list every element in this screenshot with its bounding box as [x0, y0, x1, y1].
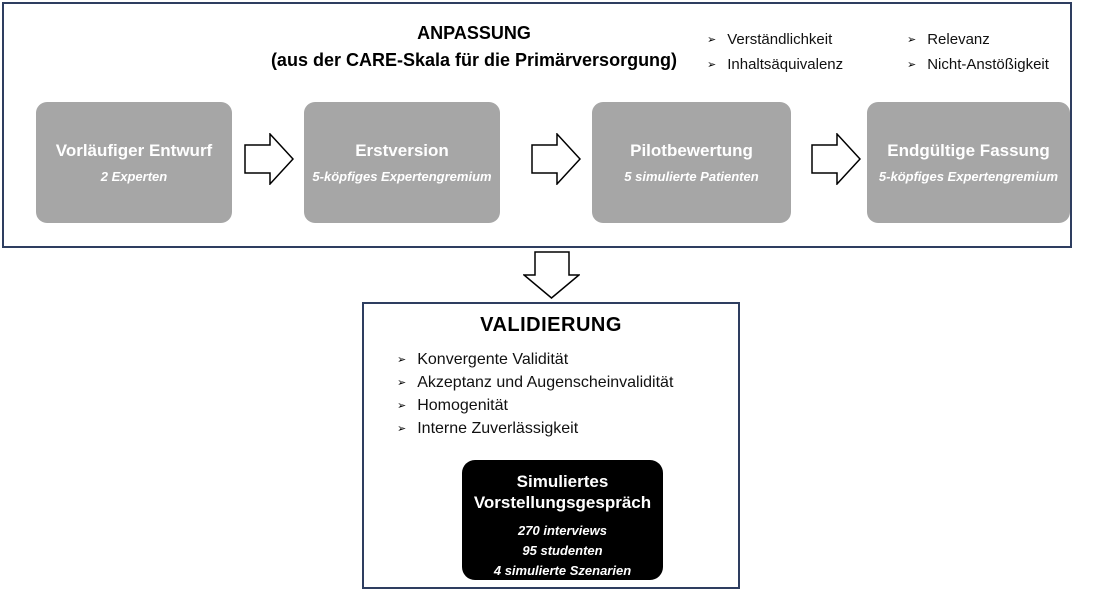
- criteria-item: [397, 372, 738, 395]
- highlight-title-line: Simuliertes: [516, 472, 609, 491]
- criteria-label: Relevanz: [927, 31, 990, 48]
- highlight-detail: 4 simulierte Szenarien: [493, 563, 632, 578]
- criteria-item: [397, 395, 738, 418]
- step-subtitle: 5-köpfiges Expertengremium: [312, 168, 492, 184]
- simulated-interview-box: [462, 460, 663, 580]
- anpassung-criteria-col2: [907, 28, 1049, 78]
- step-box-pilotbewertung: [592, 102, 791, 223]
- step-title: Pilotbewertung: [630, 140, 753, 160]
- step-subtitle: 5 simulierte Patienten: [624, 168, 759, 184]
- arrow-bullet-icon: ➢: [397, 423, 407, 435]
- validierung-title: VALIDIERUNG: [480, 314, 622, 336]
- step-box-vorlaeufiger-entwurf: [36, 102, 232, 223]
- criteria-item: [907, 53, 1049, 78]
- flow-arrow-down-icon: [523, 251, 580, 299]
- criteria-item: [397, 418, 738, 441]
- flow-arrow-right-icon: [531, 133, 581, 185]
- arrow-bullet-icon: ➢: [397, 377, 407, 389]
- step-box-endgueltige-fassung: [867, 102, 1070, 223]
- anpassung-subtitle: (aus der CARE-Skala für die Primärversorgung): [270, 50, 678, 70]
- flow-arrow-right-icon: [811, 133, 861, 185]
- criteria-item: [907, 28, 1049, 53]
- arrow-bullet-icon: ➢: [707, 34, 717, 46]
- criteria-item: [707, 53, 843, 78]
- highlight-detail: 95 studenten: [522, 543, 603, 558]
- criteria-item: [707, 28, 843, 53]
- arrow-bullet-icon: ➢: [907, 59, 917, 71]
- anpassung-criteria-col1: [707, 28, 843, 78]
- highlight-title-line: Vorstellungsgespräch: [473, 493, 652, 512]
- step-box-erstversion: [304, 102, 500, 223]
- validierung-criteria-list: [364, 349, 738, 441]
- step-title: Endgültige Fassung: [887, 140, 1050, 160]
- criteria-label: Inhaltsäquivalenz: [727, 56, 844, 73]
- criteria-label: Verständlichkeit: [727, 31, 833, 48]
- step-subtitle: 2 Experten: [100, 168, 168, 184]
- criteria-label: Konvergente Validität: [417, 351, 569, 368]
- flow-arrow-right-icon: [244, 133, 294, 185]
- criteria-item: [397, 349, 738, 372]
- criteria-label: Homogenität: [417, 397, 508, 414]
- criteria-label: Akzeptanz und Augenscheinvalidität: [417, 374, 674, 391]
- highlight-detail: 270 interviews: [518, 523, 607, 538]
- criteria-label: Interne Zuverlässigkeit: [417, 420, 579, 437]
- step-title: Vorläufiger Entwurf: [55, 140, 213, 160]
- criteria-label: Nicht-Anstößigkeit: [927, 56, 1049, 73]
- anpassung-title: ANPASSUNG: [417, 23, 531, 43]
- validierung-panel: [362, 302, 740, 589]
- arrow-bullet-icon: ➢: [397, 354, 407, 366]
- arrow-bullet-icon: ➢: [707, 59, 717, 71]
- step-title: Erstversion: [355, 140, 449, 160]
- arrow-bullet-icon: ➢: [397, 400, 407, 412]
- step-subtitle: 5-köpfiges Expertengremium: [878, 168, 1059, 184]
- highlight-details: [494, 521, 631, 581]
- anpassung-panel: [2, 2, 1072, 248]
- arrow-bullet-icon: ➢: [907, 34, 917, 46]
